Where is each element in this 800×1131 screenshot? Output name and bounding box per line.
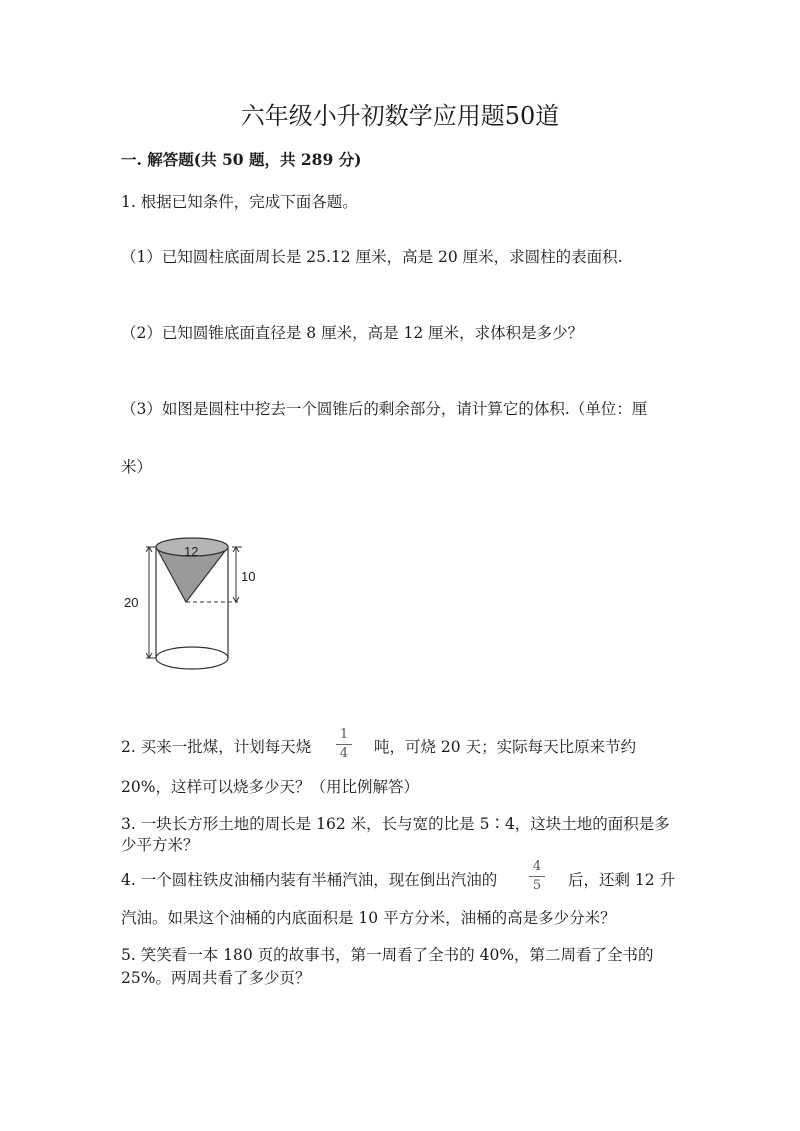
question-1-part-3: （3）如图是圆柱中挖去一个圆锥后的剩余部分，请计算它的体积.（单位：厘 (121, 400, 648, 418)
cylinder-cone-figure (118, 530, 268, 680)
question-4-line-1a: 4. 一个圆柱铁皮油桶内装有半桶汽油，现在倒出汽油的 (121, 871, 498, 889)
question-1-part-3-cont: 米） (121, 458, 153, 476)
question-3-line-1: 3. 一块长方形土地的周长是 162 米，长与宽的比是 5∶4，这块土地的面积是多 (121, 815, 670, 833)
question-3-line-2: 少平方米？ (121, 836, 199, 854)
fraction-four-fifths: 4 5 (527, 859, 547, 894)
cone-height-label: 10 (241, 569, 256, 584)
question-2-line-2: 20%，这样可以烧多少天？（用比例解答） (121, 778, 419, 796)
page-title: 六年级小升初数学应用题50道 (240, 102, 560, 130)
diameter-label: 12 (184, 544, 199, 559)
question-1-part-1: （1）已知圆柱底面周长是 25.12 厘米，高是 20 厘米，求圆柱的表面积. (121, 248, 623, 266)
section-heading: 一. 解答题(共 50 题，共 289 分) (121, 150, 362, 169)
question-5-line-1: 5. 笑笑看一本 180 页的故事书，第一周看了全书的 40%，第二周看了全书的 (121, 946, 654, 964)
question-1-intro: 1. 根据已知条件，完成下面各题。 (121, 193, 358, 211)
question-4-line-1b: 后，还剩 12 升 (568, 871, 676, 889)
question-2-line-1b: 吨，可烧 20 天；实际每天比原来节约 (374, 738, 637, 756)
question-2-line-1a: 2. 买来一批煤，计划每天烧 (121, 738, 312, 756)
fraction-one-quarter: 1 4 (334, 727, 354, 762)
cylinder-bottom-ellipse (156, 647, 228, 669)
question-5-line-2: 25%。两周共看了多少页？ (121, 969, 311, 987)
question-4-line-2: 汽油。如果这个油桶的内底面积是 10 平方分米，油桶的高是多少分米？ (121, 909, 616, 927)
cylinder-height-label: 20 (124, 595, 139, 610)
question-1-part-2: （2）已知圆锥底面直径是 8 厘米，高是 12 厘米，求体积是多少？ (121, 324, 584, 342)
